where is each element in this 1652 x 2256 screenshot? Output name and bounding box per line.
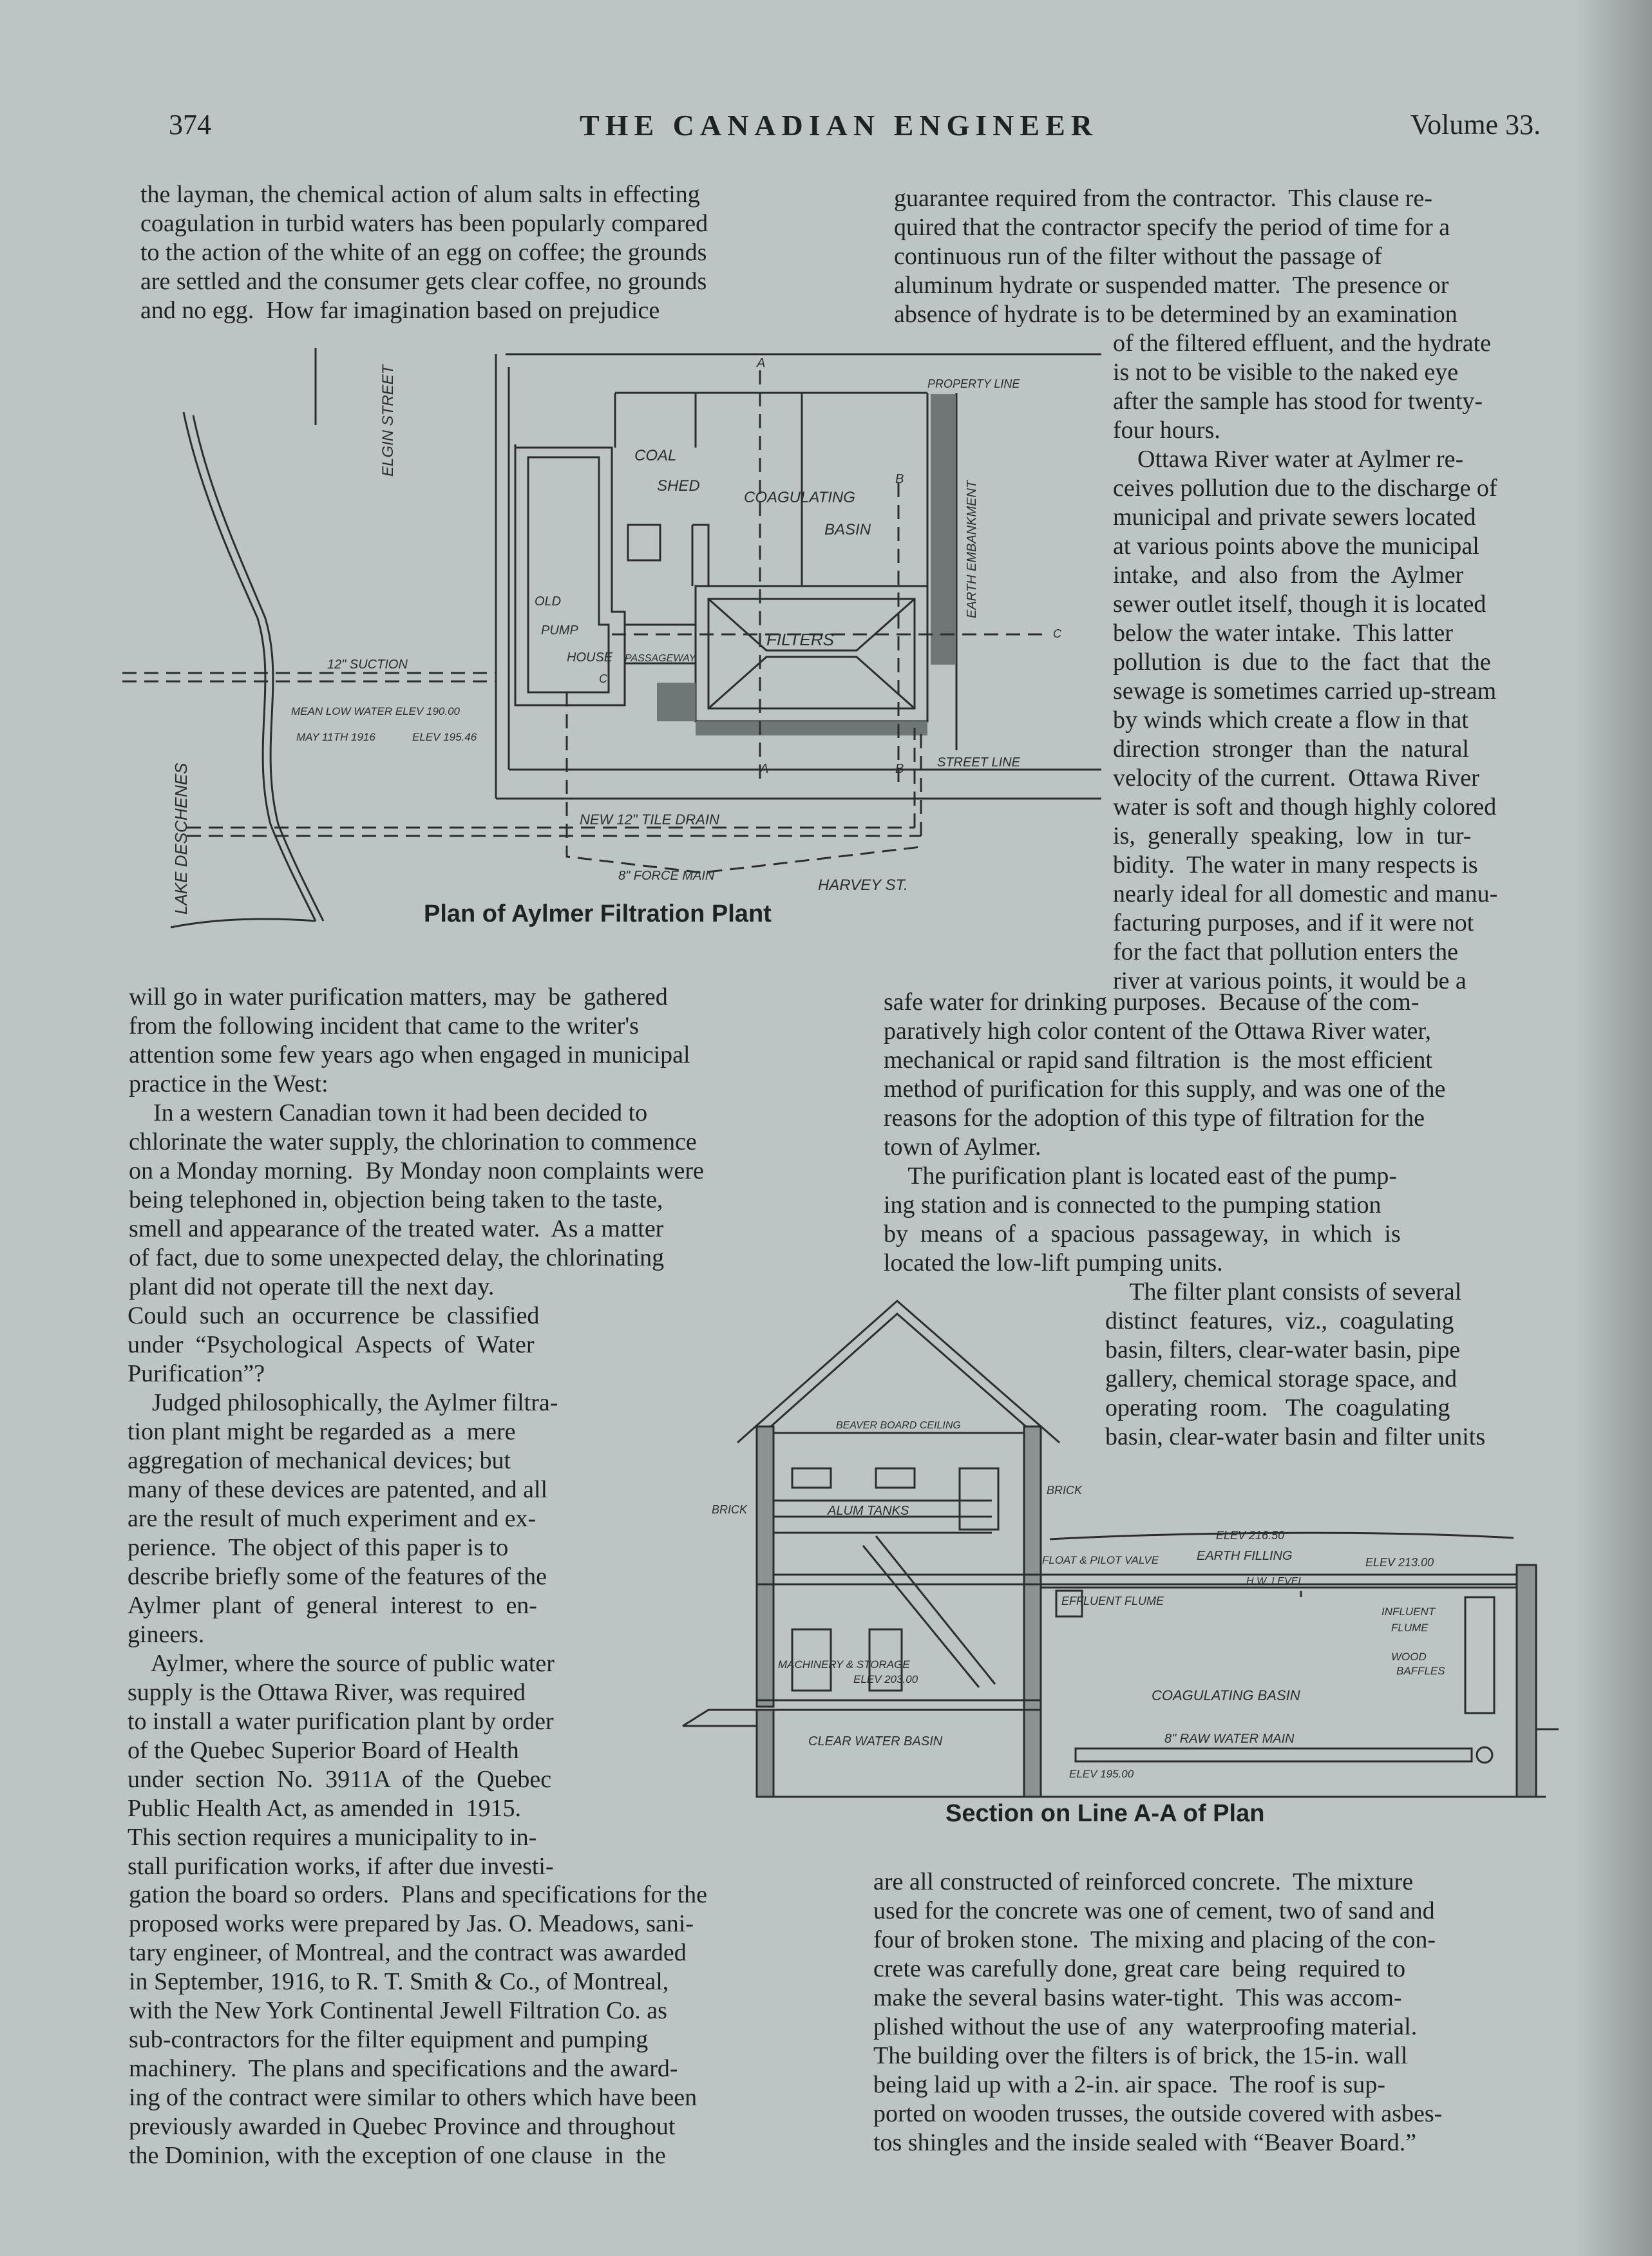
text-line: smell and appearance of the treated water. As a matter — [129, 1215, 664, 1242]
text-line: describe briefly some of the features of the — [128, 1563, 547, 1590]
section-label-baffles: BAFFLES — [1396, 1665, 1445, 1677]
section-label-float-valve: FLOAT & PILOT VALVE — [1042, 1554, 1159, 1566]
text-line: many of these devices are patented, and all — [128, 1476, 548, 1503]
text-line: municipal and private sewers located — [1113, 504, 1476, 531]
text-line: of the Quebec Superior Board of Health — [128, 1737, 519, 1764]
text-line: below the water intake. This latter — [1113, 620, 1453, 647]
text-line: crete was carefully done, great care being required to — [873, 1955, 1406, 1982]
text-line: used for the concrete was one of cement, two of sand and — [873, 1897, 1435, 1924]
text-line: In a western Canadian town it had been decided to — [129, 1099, 648, 1126]
text-line: chlorinate the water supply, the chlorination to commence — [129, 1128, 697, 1155]
plan-label-old: OLD — [535, 594, 562, 609]
section-label-elev-203: ELEV 203.00 — [853, 1673, 918, 1685]
text-line: gineers. — [128, 1621, 205, 1648]
text-line: coagulation in turbid waters has been popularly compared — [140, 210, 708, 237]
journal-title: THE CANADIAN ENGINEER — [580, 109, 1098, 142]
text-line: at various points above the municipal — [1113, 533, 1479, 560]
plan-label-coal: COAL — [634, 447, 677, 464]
section-caption: Section on Line A-A of Plan — [945, 1800, 1265, 1827]
text-line: Ottawa River water at Aylmer re- — [1113, 446, 1464, 473]
text-line: located the low-lift pumping units. — [884, 1249, 1223, 1276]
right-bottom-paragraph — [873, 1868, 1442, 2157]
text-line: to install a water purification plant by order — [128, 1708, 554, 1735]
text-line: Judged philosophically, the Aylmer filtra- — [128, 1389, 558, 1416]
right-mid-paragraph — [884, 988, 1445, 1278]
plan-figure — [122, 348, 1101, 979]
text-line: bidity. The water in many respects is — [1113, 851, 1478, 878]
text-line: perience. The object of this paper is to — [128, 1534, 509, 1561]
text-line: Purification”? — [128, 1360, 265, 1387]
plan-label-street-line: STREET LINE — [937, 755, 1020, 770]
text-line: absence of hydrate is to be determined by an examination — [894, 301, 1457, 328]
text-line: river at various points, it would be a — [1113, 967, 1467, 994]
section-label-brick-left: BRICK — [712, 1503, 748, 1516]
text-line: will go in water purification matters, may be gathered — [129, 983, 668, 1010]
text-line: are the result of much experiment and ex- — [128, 1505, 536, 1532]
text-line: tion plant might be regarded as a mere — [128, 1418, 516, 1445]
plan-label-suction: 12" SUCTION — [327, 658, 408, 672]
text-line: the layman, the chemical action of alum salts in effecting — [140, 181, 700, 208]
text-line: continuous run of the filter without the passage of — [894, 243, 1382, 270]
text-line: under section No. 3911A of the Quebec — [128, 1766, 552, 1793]
text-line: distinct features, viz., coagulating — [1105, 1307, 1454, 1334]
text-line: intake, and also from the Aylmer — [1113, 562, 1464, 589]
text-line: make the several basins water-tight. This was accom- — [873, 1984, 1402, 2011]
plan-label-passageway: PASSAGEWAY — [625, 653, 696, 664]
text-line: guarantee required from the contractor. This clause re- — [894, 185, 1432, 212]
section-label-elev-213: ELEV 213.00 — [1365, 1556, 1434, 1569]
plan-label-tile-drain: NEW 12" TILE DRAIN — [580, 811, 719, 828]
text-line: tos shingles and the inside sealed with “Beaver Board.” — [873, 2129, 1417, 2156]
text-line: reasons for the adoption of this type of filtration for the — [884, 1104, 1425, 1132]
left-top-paragraph — [140, 180, 708, 325]
text-line: are settled and the consumer gets clear coffee, no grounds — [140, 268, 707, 295]
section-label-influent: INFLUENT — [1381, 1606, 1436, 1618]
text-line: water is soft and though highly colored — [1113, 793, 1497, 820]
plan-label-mean-low-water: MEAN LOW WATER ELEV 190.00 — [291, 705, 460, 717]
text-line: to the action of the white of an egg on coffee; the grounds — [140, 239, 707, 266]
plan-label-section-b-bottom: B — [895, 762, 904, 776]
text-line: Aylmer plant of general interest to en- — [128, 1592, 537, 1619]
plan-label-section-a-bottom: A — [760, 762, 769, 776]
left-bottom-paragraph — [129, 1881, 707, 2170]
section-label-elev-195: ELEV 195.00 — [1069, 1768, 1134, 1780]
plan-label-section-c-right: C — [1053, 627, 1061, 640]
text-line: is, generally speaking, low in tur- — [1113, 822, 1472, 849]
section-label-raw-main: 8" RAW WATER MAIN — [1164, 1732, 1295, 1746]
section-label-brick-right: BRICK — [1047, 1484, 1083, 1497]
text-line: by means of a spacious passageway, in which is — [884, 1220, 1401, 1247]
section-label-earth-filling: EARTH FILLING — [1197, 1549, 1293, 1563]
text-line: gallery, chemical storage space, and — [1105, 1365, 1457, 1392]
text-line: pollution is due to the fact that the — [1113, 649, 1491, 676]
text-line: The building over the filters is of brick, the 15-in. wall — [873, 2042, 1408, 2069]
text-line: basin, filters, clear-water basin, pipe — [1105, 1336, 1461, 1363]
text-line: aggregation of mechanical devices; but — [128, 1447, 511, 1474]
text-line: Could such an occurrence be classified — [128, 1302, 540, 1329]
section-label-beaver-board: BEAVER BOARD CEILING — [836, 1420, 961, 1431]
text-line: from the following incident that came to the writer's — [129, 1012, 639, 1039]
plan-label-pump: PUMP — [541, 623, 578, 638]
page-gutter-shadow — [1575, 0, 1652, 2256]
text-line: four hours. — [1113, 417, 1220, 444]
right-top-paragraph — [894, 184, 1457, 329]
text-line: for the fact that pollution enters the — [1113, 938, 1459, 965]
text-line: direction stronger than the natural — [1113, 735, 1469, 763]
text-line: four of broken stone. The mixing and placing of the con- — [873, 1926, 1436, 1953]
section-label-clear-basin: CLEAR WATER BASIN — [808, 1734, 943, 1749]
text-line: tary engineer, of Montreal, and the contract was awarded — [129, 1939, 687, 1966]
text-line: plant did not operate till the next day. — [129, 1273, 495, 1300]
text-line: This section requires a municipality to in- — [128, 1824, 537, 1851]
text-line: Aylmer, where the source of public water — [128, 1650, 555, 1677]
right-narrow-paragraph-1 — [1113, 329, 1497, 996]
plan-label-coagulating: COAGULATING — [744, 489, 855, 506]
text-line: method of purification for this supply, and was one of the — [884, 1076, 1446, 1103]
text-line: ing station and is connected to the pumping station — [884, 1191, 1381, 1218]
text-line: facturing purposes, and if it were not — [1113, 909, 1474, 936]
text-line: the Dominion, with the exception of one clause in the — [129, 2142, 666, 2169]
text-line: aluminum hydrate or suspended matter. The presence or — [894, 272, 1449, 299]
text-line: attention some few years ago when engaged in municipal — [129, 1041, 690, 1068]
text-line: being laid up with a 2-in. air space. The roof is sup- — [873, 2071, 1385, 2098]
text-line: ceives pollution due to the discharge of — [1113, 475, 1497, 502]
text-line: are all constructed of reinforced concrete. The mixture — [873, 1868, 1414, 1895]
plan-label-basin: BASIN — [824, 521, 871, 538]
text-line: machinery. The plans and specifications and the award- — [129, 2055, 678, 2082]
plan-label-filters: FILTERS — [766, 630, 834, 649]
text-line: on a Monday morning. By Monday noon complaints were — [129, 1157, 704, 1184]
text-line: and no egg. How far imagination based on prejudice — [140, 297, 660, 324]
text-line: nearly ideal for all domestic and manu- — [1113, 880, 1498, 907]
text-line: plished without the use of any waterproofing material. — [873, 2013, 1418, 2040]
text-line: proposed works were prepared by Jas. O. Meadows, sani- — [129, 1910, 694, 1937]
volume-label: Volume 33. — [1410, 109, 1541, 140]
plan-label-section-b-top: B — [895, 472, 904, 486]
text-line: of fact, due to some unexpected delay, the chlorinating — [129, 1244, 665, 1271]
text-line: paratively high color content of the Ottawa River water, — [884, 1018, 1432, 1045]
plan-caption: Plan of Aylmer Filtration Plant — [424, 900, 772, 927]
text-line: ported on wooden trusses, the outside covered with asbes- — [873, 2100, 1443, 2127]
section-label-coag-basin: COAGULATING BASIN — [1152, 1687, 1300, 1703]
text-line: is not to be visible to the naked eye — [1113, 359, 1459, 386]
text-line: being telephoned in, objection being taken to the taste, — [129, 1186, 663, 1213]
text-line: by winds which create a flow in that — [1113, 706, 1468, 734]
text-line: The filter plant consists of several — [1105, 1278, 1462, 1305]
text-line: Public Health Act, as amended in 1915. — [128, 1795, 522, 1822]
plan-label-elgin-street: ELGIN STREET — [379, 365, 397, 477]
section-label-flume: FLUME — [1391, 1622, 1429, 1634]
text-line: town of Aylmer. — [884, 1133, 1041, 1161]
section-label-elev-216: ELEV 216.50 — [1216, 1529, 1285, 1542]
text-line: velocity of the current. Ottawa River — [1113, 764, 1479, 791]
left-narrow-paragraph — [128, 1302, 558, 1881]
plan-label-house: HOUSE — [567, 650, 613, 665]
section-figure — [657, 1294, 1571, 1810]
text-line: in September, 1916, to R. T. Smith & Co., of Montreal, — [129, 1968, 669, 1995]
section-label-machinery: MACHINERY & STORAGE — [778, 1658, 910, 1671]
plan-label-earth-embankment: EARTH EMBANKMENT — [965, 480, 979, 618]
text-line: under “Psychological Aspects of Water — [128, 1331, 535, 1358]
section-label-hw-level: H.W. LEVEL — [1246, 1576, 1304, 1587]
plan-label-property-line: PROPERTY LINE — [927, 377, 1020, 390]
page-number: 374 — [169, 109, 211, 140]
text-line: sub-contractors for the filter equipment and pumping — [129, 2026, 649, 2053]
section-label-alum-tanks: ALUM TANKS — [828, 1504, 909, 1518]
text-line: with the New York Continental Jewell Filtration Co. as — [129, 1997, 667, 2024]
text-line: of the filtered effluent, and the hydrate — [1113, 330, 1491, 357]
plan-label-force-main: 8" FORCE MAIN — [618, 869, 715, 883]
text-line: supply is the Ottawa River, was required — [128, 1679, 526, 1706]
plan-label-may-date: MAY 11TH 1916 — [296, 731, 375, 743]
plan-label-elev: ELEV 195.46 — [412, 731, 477, 743]
text-line: gation the board so orders. Plans and specifications for the — [129, 1881, 708, 1908]
plan-label-section-a-top: A — [757, 356, 766, 370]
text-line: The purification plant is located east of the pump- — [884, 1162, 1398, 1190]
section-label-effluent-flume: EFFLUENT FLUME — [1061, 1595, 1164, 1607]
text-line: sewer outlet itself, though it is located — [1113, 591, 1486, 618]
plan-label-shed: SHED — [657, 477, 700, 495]
text-line: ing of the contract were similar to others which have been — [129, 2084, 698, 2111]
text-line: practice in the West: — [129, 1070, 328, 1097]
text-line: mechanical or rapid sand filtration is the most efficient — [884, 1047, 1432, 1074]
text-line: safe water for drinking purposes. Because of the com- — [884, 989, 1419, 1016]
text-line: previously awarded in Quebec Province and throughout — [129, 2113, 676, 2140]
text-line: after the sample has stood for twenty- — [1113, 388, 1483, 415]
text-line: quired that the contractor specify the period of time for a — [894, 214, 1450, 241]
left-mid-paragraph — [129, 983, 704, 1302]
text-line: operating room. The coagulating — [1105, 1394, 1450, 1421]
section-label-wood: WOOD — [1391, 1651, 1427, 1663]
text-line: sewage is sometimes carried up-stream — [1113, 678, 1497, 705]
text-line: stall purification works, if after due investi- — [128, 1853, 554, 1880]
plan-label-harvey: HARVEY ST. — [818, 877, 908, 894]
plan-label-lake: LAKE DESCHENES — [171, 763, 191, 915]
text-line: basin, clear-water basin and filter units — [1105, 1423, 1486, 1450]
plan-label-section-c-left: C — [599, 672, 607, 685]
